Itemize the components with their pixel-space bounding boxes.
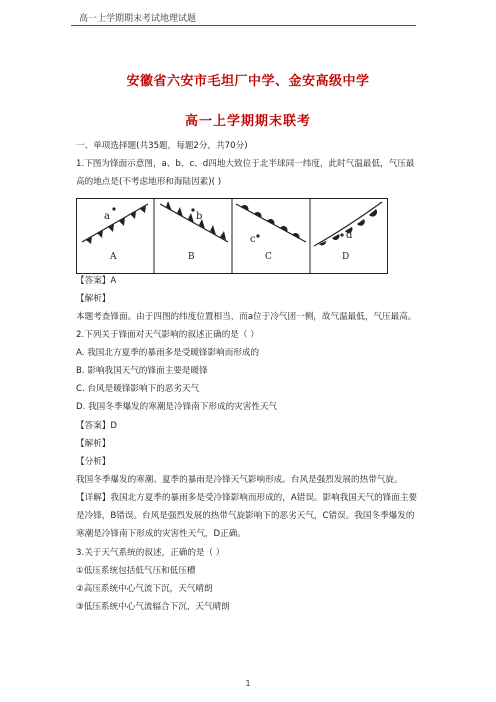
panel-label-a: A xyxy=(110,252,117,262)
document-subtitle: 高一上学期期末联考 xyxy=(184,114,311,129)
point-label-c: c xyxy=(250,234,256,245)
panel-a-front xyxy=(82,204,148,244)
page-number: 1 xyxy=(245,679,251,688)
front-diagram xyxy=(76,198,388,274)
q3-item-3: ③低压系统中心气流辐合下沉，天气晴朗 xyxy=(76,602,230,612)
point-label-b: b xyxy=(196,211,203,222)
q3-stem: 3.关于天气系统的叙述，正确的是（ ） xyxy=(76,548,225,558)
q2-option-c: C. 台风是暖锋影响下的恶劣天气 xyxy=(76,384,200,394)
panel-c-front xyxy=(236,204,306,242)
q1-analysis-label: 【解析】 xyxy=(76,294,111,304)
q2-detail-line2: 是冷锋，B错误。台风是强烈发展的热带气旋影响下的恶劣天气，C错误。我国冬季爆发的 xyxy=(76,511,415,521)
q3-item-2: ②高压系统中心气流下沉，天气晴朗 xyxy=(76,584,213,594)
q1-stem-line1: 1.下图为锋面示意图，a、b、c、d四地大致位于北半球同一纬度，此时气温最低，气压最 xyxy=(76,159,415,169)
q3-item-1: ①低压系统包括低气压和低压槽 xyxy=(76,566,196,576)
q2-stem: 2.下列关于锋面对天气影响的叙述正确的是（ ） xyxy=(76,330,259,340)
document-title: 安徽省六安市毛坦厂中学、金安高级中学 xyxy=(126,74,370,89)
q1-answer: 【答案】A xyxy=(76,276,117,286)
q2-fenxi: 我国冬季爆发的寒潮、夏季的暴雨是冷锋天气影响形成。台风是强烈发展的热带气旋。 xyxy=(76,475,403,485)
panel-label-b: B xyxy=(188,252,195,262)
q2-option-a: A. 我国北方夏季的暴雨多是受暖锋影响而形成的 xyxy=(76,348,260,358)
q2-detail-line1: 【详解】我国北方夏季的暴雨多是受冷锋影响而形成的，A错误。影响我国天气的锋面主要 xyxy=(76,493,418,503)
header-divider xyxy=(71,25,416,26)
q2-detail-line3: 寒潮是冷锋南下形成的灾害性天气，D正确。 xyxy=(76,529,246,539)
point-label-d: d xyxy=(346,230,353,241)
panel-label-d: D xyxy=(342,252,350,262)
q2-analysis-label: 【解析】 xyxy=(76,439,111,449)
page-header: 高一上学期期末考试地理试题 xyxy=(79,14,197,24)
section-heading: 一、单项选择题(共35题，每题2分，共70分) xyxy=(76,141,248,151)
q2-fenxi-label: 【分析】 xyxy=(76,457,111,467)
point-label-a: a xyxy=(104,211,110,222)
q2-option-d: D. 我国冬季爆发的寒潮是冷锋南下形成的灾害性天气 xyxy=(76,402,278,412)
q1-analysis: 本题考查锋面。由于四图的纬度位置相当，而a位于冷气团一侧，故气温最低，气压最高。 xyxy=(76,312,417,322)
q2-answer: 【答案】D xyxy=(76,421,117,431)
q1-stem-line2: 高的地点是(不考虑地形和海陆因素)( ) xyxy=(76,177,222,187)
panel-b-front xyxy=(160,201,228,242)
panel-label-c: C xyxy=(265,252,272,262)
q2-option-b: B. 影响我国天气的锋面主要是暖锋 xyxy=(76,366,208,376)
